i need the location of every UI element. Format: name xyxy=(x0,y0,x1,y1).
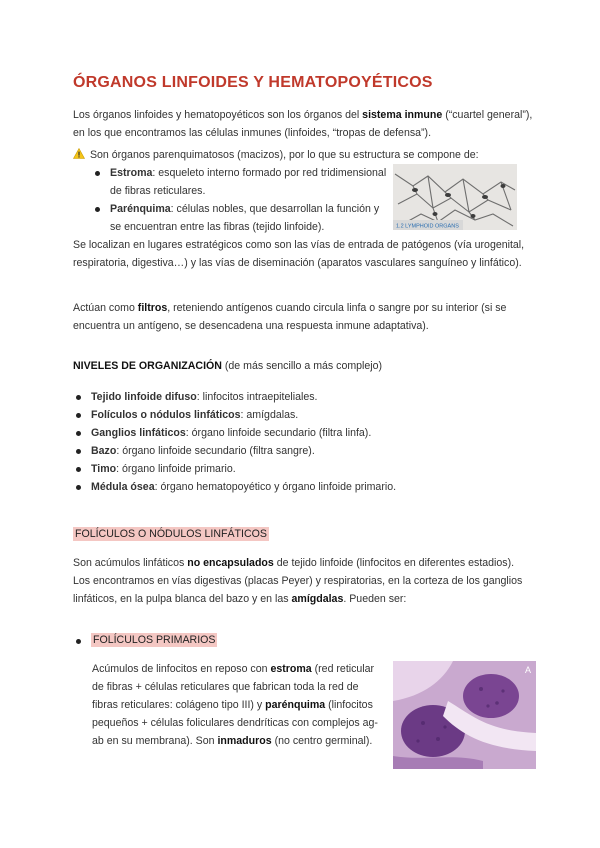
warning-line xyxy=(73,146,479,164)
histology-image xyxy=(393,661,536,769)
reticular-fibers-image xyxy=(393,164,517,230)
image-caption: 1.2 LYMPHOID ORGANS xyxy=(396,223,459,230)
location-paragraph: Se localizan en lugares estratégicos como son las vías de entrada de patógenos (vía urogenital, respiratoria, digestiva…) y las vías de diseminación (aparatos vasculares sanguíneo y linfático). xyxy=(73,239,525,269)
section-heading: FOLÍCULOS O NÓDULOS LINFÁTICOS xyxy=(75,528,267,540)
intro-bold: sistema inmune xyxy=(362,109,443,121)
primary-paragraph: Acúmulos de linfocitos en reposo con estroma (red reticular de fibras + células reticulares que fabrican toda la red de fibras reticulares: colágeno tipo III) y parénquima (linfocitos pequeños + células foliculares dendríticas con complejos ag-ab en su membrana). Son inmaduros (no centro germinal). xyxy=(92,663,378,747)
intro-text-1: Los órganos linfoides y hematopoyéticos son los órganos del xyxy=(73,109,360,121)
warning-icon xyxy=(73,148,85,159)
image-label: A xyxy=(525,665,532,675)
subsection-heading: FOLÍCULOS PRIMARIOS xyxy=(73,634,217,646)
list-item: Parénquima: células nobles, que desarrollan la función y se encuentran entre las fibras (tejido linfoide). xyxy=(92,200,387,236)
list-item: Tejido linfoide difuso: linfocitos intraepiteliales. xyxy=(73,388,533,406)
section-paragraph: Son acúmulos linfáticos no encapsulados de tejido linfoide (linfocitos en diferentes estadios). Los encontramos en vías digestivas (placas Peyer) y respiratorias, en la corteza de los ganglios linfáticos, en la pulpa blanca del bazo y en las amígdalas. Pueden ser: xyxy=(73,557,523,605)
filter-bold: filtros xyxy=(137,302,168,314)
list-item: Bazo: órgano linfoide secundario (filtra sangre). xyxy=(73,442,533,460)
page-title: ÓRGANOS LINFOIDES Y HEMATOPOYÉTICOS xyxy=(73,74,433,91)
list-item: Ganglios linfáticos: órgano linfoide secundario (filtra linfa). xyxy=(73,424,533,442)
structure-list xyxy=(92,164,387,236)
intro-paragraph xyxy=(73,106,533,142)
list-item: Estroma: esqueleto interno formado por red tridimensional de fibras reticulares. xyxy=(92,164,387,200)
levels-list xyxy=(73,388,533,496)
intro-text-2: (“cuartel general”), en los que encontramos las células inmunes (linfoides, “tropas de defensa”). xyxy=(73,109,533,139)
warning-text: Son órganos parenquimatosos (macizos), por lo que su estructura se compone de: xyxy=(89,149,479,161)
levels-subheading: (de más sencillo a más complejo) xyxy=(224,360,383,372)
list-item: Médula ósea: órgano hematopoyético y órgano linfoide primario. xyxy=(73,478,533,496)
filter-paragraph: Actúan como filtros, reteniendo antígenos cuando circula linfa o sangre por su interior (si se encuentra un antígeno, se desencadena una respuesta inmune adaptativa). xyxy=(73,302,507,332)
levels-heading: NIVELES DE ORGANIZACIÓN (de más sencillo a más complejo) xyxy=(73,360,383,372)
list-item: Timo: órgano linfoide primario. xyxy=(73,460,533,478)
list-item: Folículos o nódulos linfáticos: amígdalas. xyxy=(73,406,533,424)
